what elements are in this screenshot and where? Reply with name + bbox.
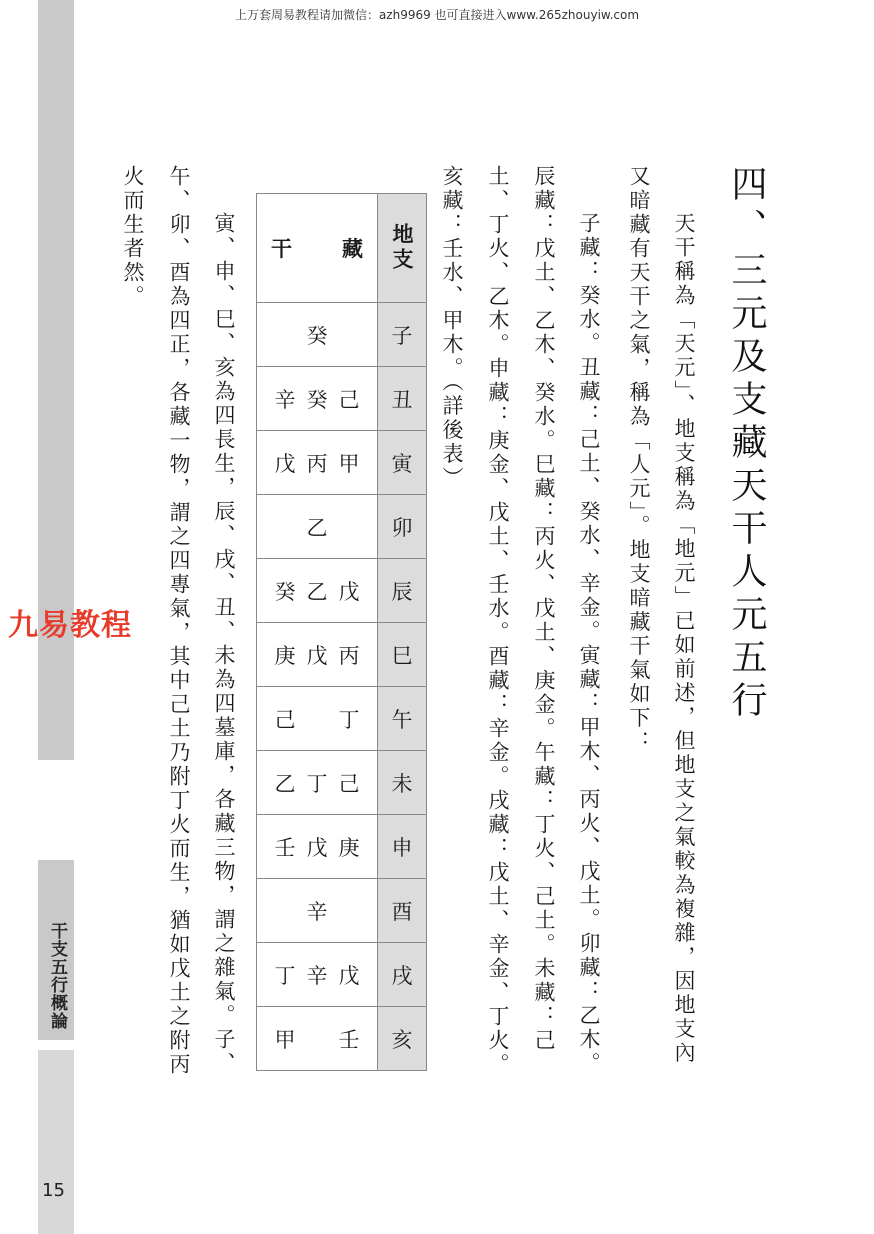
table-row: [257, 687, 427, 751]
side-band-lower: [38, 1050, 74, 1234]
gan-char: 庚: [274, 643, 296, 668]
gan-char: 丙: [338, 643, 360, 668]
gan-char: 戊: [274, 451, 296, 476]
top-banner: 上万套周易教程请加微信：azh9969 也可直接进入www.265zhouyiw.com: [234, 8, 640, 22]
header-gan-char: 藏: [342, 237, 363, 261]
gan-char: 辛: [274, 387, 296, 412]
table-row: [257, 815, 427, 879]
page-number: 15: [42, 1180, 65, 1201]
zhi-cell: 丑: [378, 367, 427, 431]
header-zhi-label: 地支: [390, 223, 414, 273]
zhi-cell: 午: [378, 687, 427, 751]
gan-char: 壬: [338, 1027, 360, 1052]
zhi-cell: 巳: [378, 623, 427, 687]
zhi-cell: 戌: [378, 943, 427, 1007]
gan-char: 乙: [274, 771, 296, 796]
gan-char: 辛: [306, 963, 328, 988]
header-gan-cell: [257, 194, 378, 303]
gan-char: 庚: [338, 835, 360, 860]
table-row: [257, 303, 427, 367]
gan-char: 丙: [306, 451, 328, 476]
gan-char: 癸: [306, 323, 328, 348]
table-row: [257, 751, 427, 815]
gan-char: 乙: [306, 579, 328, 604]
gan-char: 辛: [306, 899, 328, 924]
body-line: 火而生者然。: [121, 165, 145, 309]
zhi-cell: 子: [378, 303, 427, 367]
body-line: 天干稱為「天元」、地支稱為「地元」已如前述，但地支之氣較為複雜，因地支內: [672, 212, 696, 1066]
body-line: 又暗藏有天干之氣，稱為「人元」。地支暗藏干氣如下：: [627, 165, 651, 755]
side-band-upper: [38, 0, 74, 760]
zhi-cell: 寅: [378, 431, 427, 495]
gan-char: 己: [338, 387, 360, 412]
table-row: [257, 431, 427, 495]
zhi-cell: 卯: [378, 495, 427, 559]
body-line: 午、卯、酉為四正，各藏一物，謂之四專氣，其中己土乃附丁火而生，猶如戊土之附丙: [167, 165, 191, 1077]
gan-char: 乙: [306, 515, 328, 540]
body-line: 寅、申、巳、亥為四長生，辰、戌、丑、未為四墓庫，各藏三物，謂之雜氣。子、: [212, 212, 236, 1076]
section-title: 四、三元及支藏天干人元五行: [726, 165, 767, 724]
table-row: [257, 943, 427, 1007]
gan-char: 戊: [306, 643, 328, 668]
gan-char: [303, 1024, 331, 1054]
chapter-label: 干支五行概論: [47, 922, 67, 1030]
gan-char: 丁: [306, 771, 328, 796]
body-line: 土、丁火、乙木。申藏：庚金、戊土、壬水。酉藏：辛金。戌藏：戊土、辛金、丁火。: [486, 165, 510, 1077]
gan-char: 甲: [338, 451, 360, 476]
table-row: [257, 495, 427, 559]
gan-char: 甲: [274, 1027, 296, 1052]
gan-char: 丁: [274, 963, 296, 988]
body-line: 辰藏：戊土、乙木、癸水。巳藏：丙火、戊土、庚金。午藏：丁火、己土。未藏：己: [532, 165, 556, 1053]
table-header-row: [257, 194, 427, 303]
zhi-cell: 亥: [378, 1007, 427, 1071]
zhi-cell: 申: [378, 815, 427, 879]
gan-char: 己: [338, 771, 360, 796]
table-row: [257, 623, 427, 687]
gan-char: 癸: [306, 387, 328, 412]
table-row: [257, 367, 427, 431]
zhi-cell: 未: [378, 751, 427, 815]
gan-char: 壬: [274, 835, 296, 860]
body-line: 亥藏：壬水、甲木。（詳後表）: [440, 165, 464, 491]
zhi-cell: 辰: [378, 559, 427, 623]
header-zhi-cell: [378, 194, 427, 303]
table-row: [257, 1007, 427, 1071]
header-gan-char: 干: [271, 237, 292, 261]
zhi-cell: 酉: [378, 879, 427, 943]
gan-char: 己: [274, 707, 296, 732]
gan-char: 戊: [306, 835, 328, 860]
watermark: 九易教程: [8, 608, 132, 643]
canggan-table: [256, 193, 427, 1071]
body-line: 子藏：癸水。丑藏：己土、癸水、辛金。寅藏：甲木、丙火、戊土。卯藏：乙木。: [577, 212, 601, 1076]
table-row: [257, 879, 427, 943]
table-row: [257, 559, 427, 623]
gan-char: 丁: [338, 707, 360, 732]
gan-char: 癸: [274, 579, 296, 604]
gan-char: 戊: [338, 579, 360, 604]
gan-char: [303, 704, 331, 734]
gan-char: 戊: [338, 963, 360, 988]
